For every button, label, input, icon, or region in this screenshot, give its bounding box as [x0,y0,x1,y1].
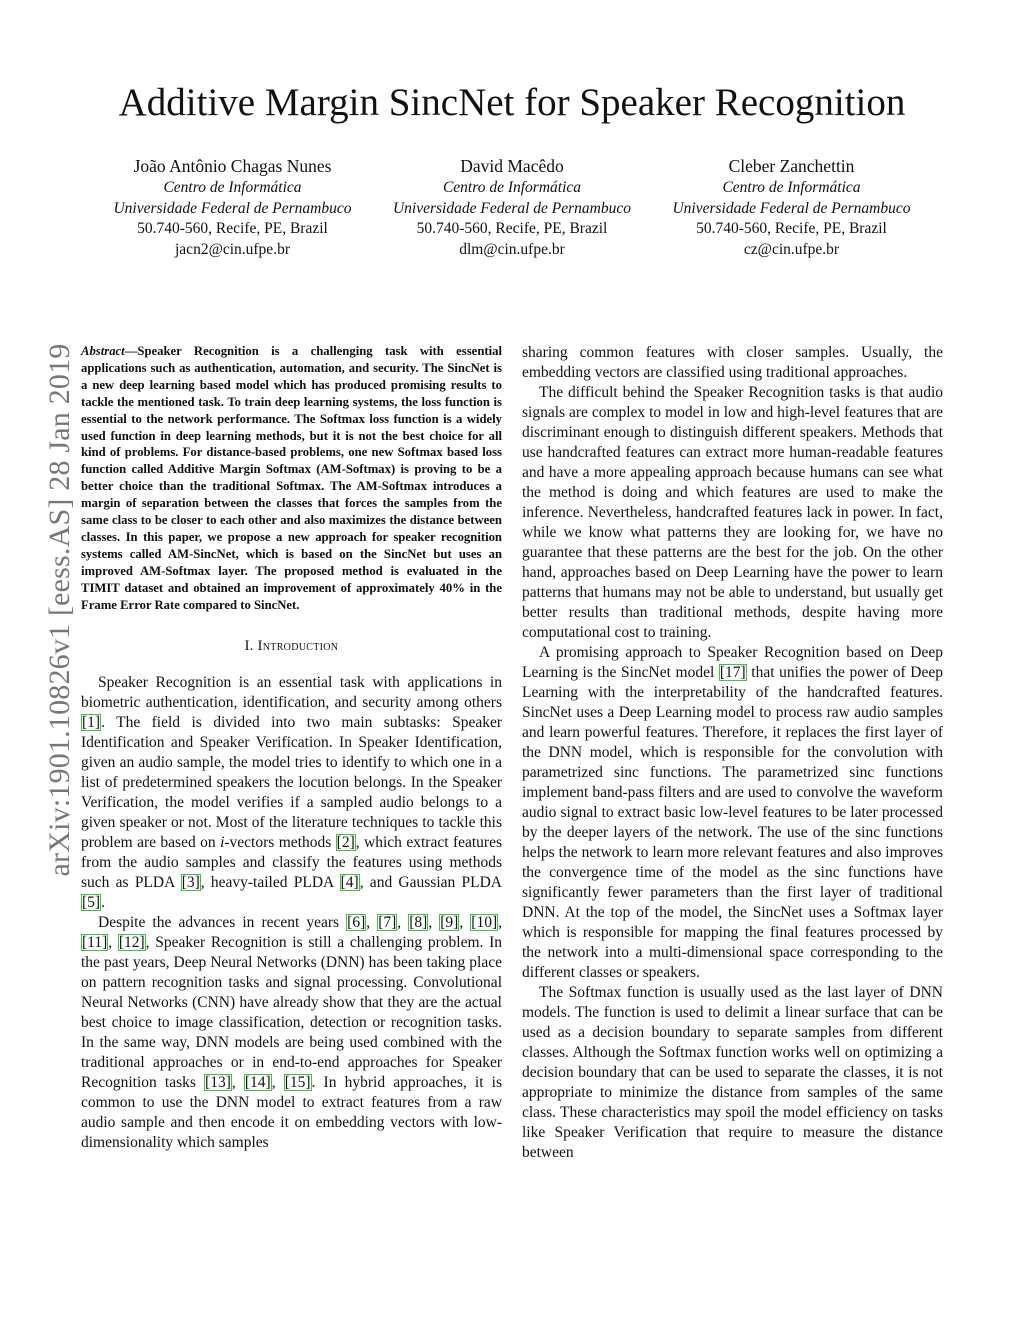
paragraph-text: , heavy-tailed PLDA [200,873,340,891]
citation-link[interactable]: [15] [284,1073,311,1091]
citation-link[interactable]: [12] [118,933,145,951]
intro-paragraph-2 [81,913,502,1153]
author-email: cz@cin.ufpe.br [743,240,840,258]
author-address: 50.740-560, Recife, PE, Brazil [137,220,328,237]
author-email: jacn2@cin.ufpe.br [175,240,290,258]
author-1 [93,154,372,260]
right-column [522,343,943,1163]
citation-link[interactable]: [1] [82,713,101,731]
citation-link[interactable]: [5] [82,893,101,911]
paragraph-text: that unifies the power of Deep Learning with the interpretability of the handcrafted features. SincNet uses a Deep Learning model to process raw audio samples and learn powerful features. Therefore, it replaces the first layer of the DNN model, which is responsible for the convolution with parametrized sinc functions. The parametrized sinc functions implement band-pass filters and are used to convolve the waveform audio signal to extract basic low-level features to be later processed by the deeper layers of the network. The use of the sinc functions helps the network to learn more relevant features and also improves the convergence time of the model as the sinc functions have significantly fewer parameters than the first layer of traditional DNN. At the top of the model, the SincNet uses a Softmax layer which is responsible for mapping the final features processed by the network into a multi-dimensional space corresponding to the different classes or speakers. [522,664,943,981]
separator: , [231,1073,244,1091]
author-address: 50.740-560, Recife, PE, Brazil [416,220,608,237]
separator: , [459,913,471,931]
intro-paragraph-3: The difficult behind the Speaker Recognition tasks is that audio signals are complex to model in low and high-level features that are discriminant enough to distinguish different speakers. Methods that use handcrafted features can extract more human-readable features and have a more appealing approach because humans can see what the method is doing and which features are used to make the inference. Nevertheless, handcrafted features lack in power. In fact, while we know what patterns they are looking for, we have no guarantee that these patterns are the best for the job. On the other hand, approaches based on Deep Learning have the power to learn patterns that humans may not be able to understand, but usually get better results than traditional methods, despite having more computational cost to training. [522,384,943,641]
abstract-text: —Speaker Recognition is a challenging task with essential applications such as authentication, automation, and security. The SincNet is a new deep learning based model which has produced promising results to tackle the mentioned task. To train deep learning systems, the loss function is essential to the network performance. The Softmax loss function is a widely used function in deep learning methods, but it is not the best choice for all kind of problems. For distance-based problems, one new Softmax based loss function called Additive Margin Softmax (AM-Softmax) is proving to be a better choice than the traditional Softmax. The AM-Softmax introduces a margin of separation between the classes that forces the samples from the same class to be closer to each other and also maximizes the distance between classes. In this paper, we propose a new approach for speaker recognition systems called AM-SincNet, which is based on the SincNet but uses an improved AM-Softmax layer. The proposed method is evaluated in the TIMIT dataset and obtained an improvement of approximately 40% in the Frame Error Rate compared to SincNet. [81,344,502,612]
paragraph-text: , and Gaussian PLDA [359,873,502,891]
separator: , [108,933,118,951]
author-department: Centro de Informática [442,179,582,196]
citation-link[interactable]: [8] [409,913,428,931]
paragraph-text: , which extract features from the audio samples and classify the features using methods such as PLDA [81,833,502,891]
citation-link[interactable]: [4] [340,873,359,891]
section-heading-introduction [81,638,502,655]
author-email: dlm@cin.ufpe.br [459,240,565,258]
intro-paragraph-2-continued: sharing common features with closer samples. Usually, the embedding vectors are classified using traditional approaches. [522,344,943,381]
citation-link[interactable]: [2] [336,833,355,851]
paragraph-text: Despite the advances in recent years [98,913,347,931]
author-university: Universidade Federal de Pernambuco [672,199,911,217]
author-name: David Macêdo [460,156,564,176]
author-department: Centro de Informática [163,179,302,196]
separator: , [498,913,502,931]
author-address: 50.740-560, Recife, PE, Brazil [696,220,887,237]
separator: , [366,913,378,931]
author-university: Universidade Federal de Pernambuco [392,199,632,217]
paragraph-text: . [101,893,105,911]
author-university: Universidade Federal de Pernambuco [113,199,352,217]
paragraph-text: , Speaker Recognition is still a challenging problem. In the past years, Deep Neural Networks (DNN) has been taking place on pattern recognition tasks and signal processing. Convolutional Neural Networks (CNN) have already show that they are the actual best choice to image classification, detection or recognition tasks. In the same way, DNN models are being used combined with the traditional approaches or in end-to-end approaches for Speaker Recognition tasks [81,933,502,1091]
paragraph-text: . The field is divided into two main subtasks: Speaker Identification and Speaker Verification. In Speaker Identification, given an audio sample, the model tries to identify to which one in a list of predetermined speakers the locution belongs. In the Speaker Verification, the model verifies if a sampled audio belongs to a given speaker or not. Most of the literature techniques to tackle this problem are based on [81,713,502,851]
author-3 [652,154,931,260]
left-column [81,343,502,1153]
separator: , [428,913,440,931]
citation-link[interactable]: [7] [378,913,397,931]
author-2 [373,154,652,260]
math-variable: i [220,833,225,851]
paragraph-text: -vectors methods [224,833,336,851]
separator: , [397,913,409,931]
section-number: I. [244,637,258,654]
citation-link[interactable]: [9] [440,913,459,931]
arxiv-stamp: arXiv:1901.10826v1 [eess.AS] 28 Jan 2019 [43,343,76,877]
separator: , [271,1073,284,1091]
paragraph-text: A promising approach to Speaker Recognition based on Deep Learning is the SincNet model [522,644,943,681]
citation-link[interactable]: [3] [181,873,200,891]
citation-link[interactable]: [11] [82,933,108,951]
citation-link[interactable]: [14] [244,1073,271,1091]
paper-title: Additive Margin SincNet for Speaker Recognition [118,81,906,124]
author-name: João Antônio Chagas Nunes [133,156,332,176]
intro-paragraph-5: The Softmax function is usually used as the last layer of DNN models. The function is used to delimit a linear surface that can be used as a decision boundary to separate samples from different classes. Although the Softmax function works well on optimizing a decision boundary that can be used to separate the classes, it is not appropriate to minimize the distance from samples of the same class. These characteristics may spoil the model efficiency on tasks like Speaker Verification that require to measure the distance between [522,984,943,1161]
citation-link[interactable]: [17] [719,664,746,681]
author-block [93,154,931,260]
section-title: Introduction [257,637,339,654]
abstract [81,343,502,614]
citation-link[interactable]: [6] [347,913,366,931]
intro-paragraph-4 [522,643,943,983]
author-name: Cleber Zanchettin [728,156,855,176]
citation-link[interactable]: [10] [471,913,498,931]
citation-link[interactable]: [13] [205,1073,231,1091]
abstract-label: Abstract [81,344,125,358]
paragraph-text: Speaker Recognition is an essential task with applications in biometric authentication, identification, and security among others [81,673,502,711]
paragraph-text: . In hybrid approaches, it is common to use the DNN model to extract features from a raw audio sample and then encode it on embedding vectors with low-dimensionality which samples [81,1073,502,1151]
intro-paragraph-1 [81,673,502,913]
author-department: Centro de Informática [722,179,861,196]
